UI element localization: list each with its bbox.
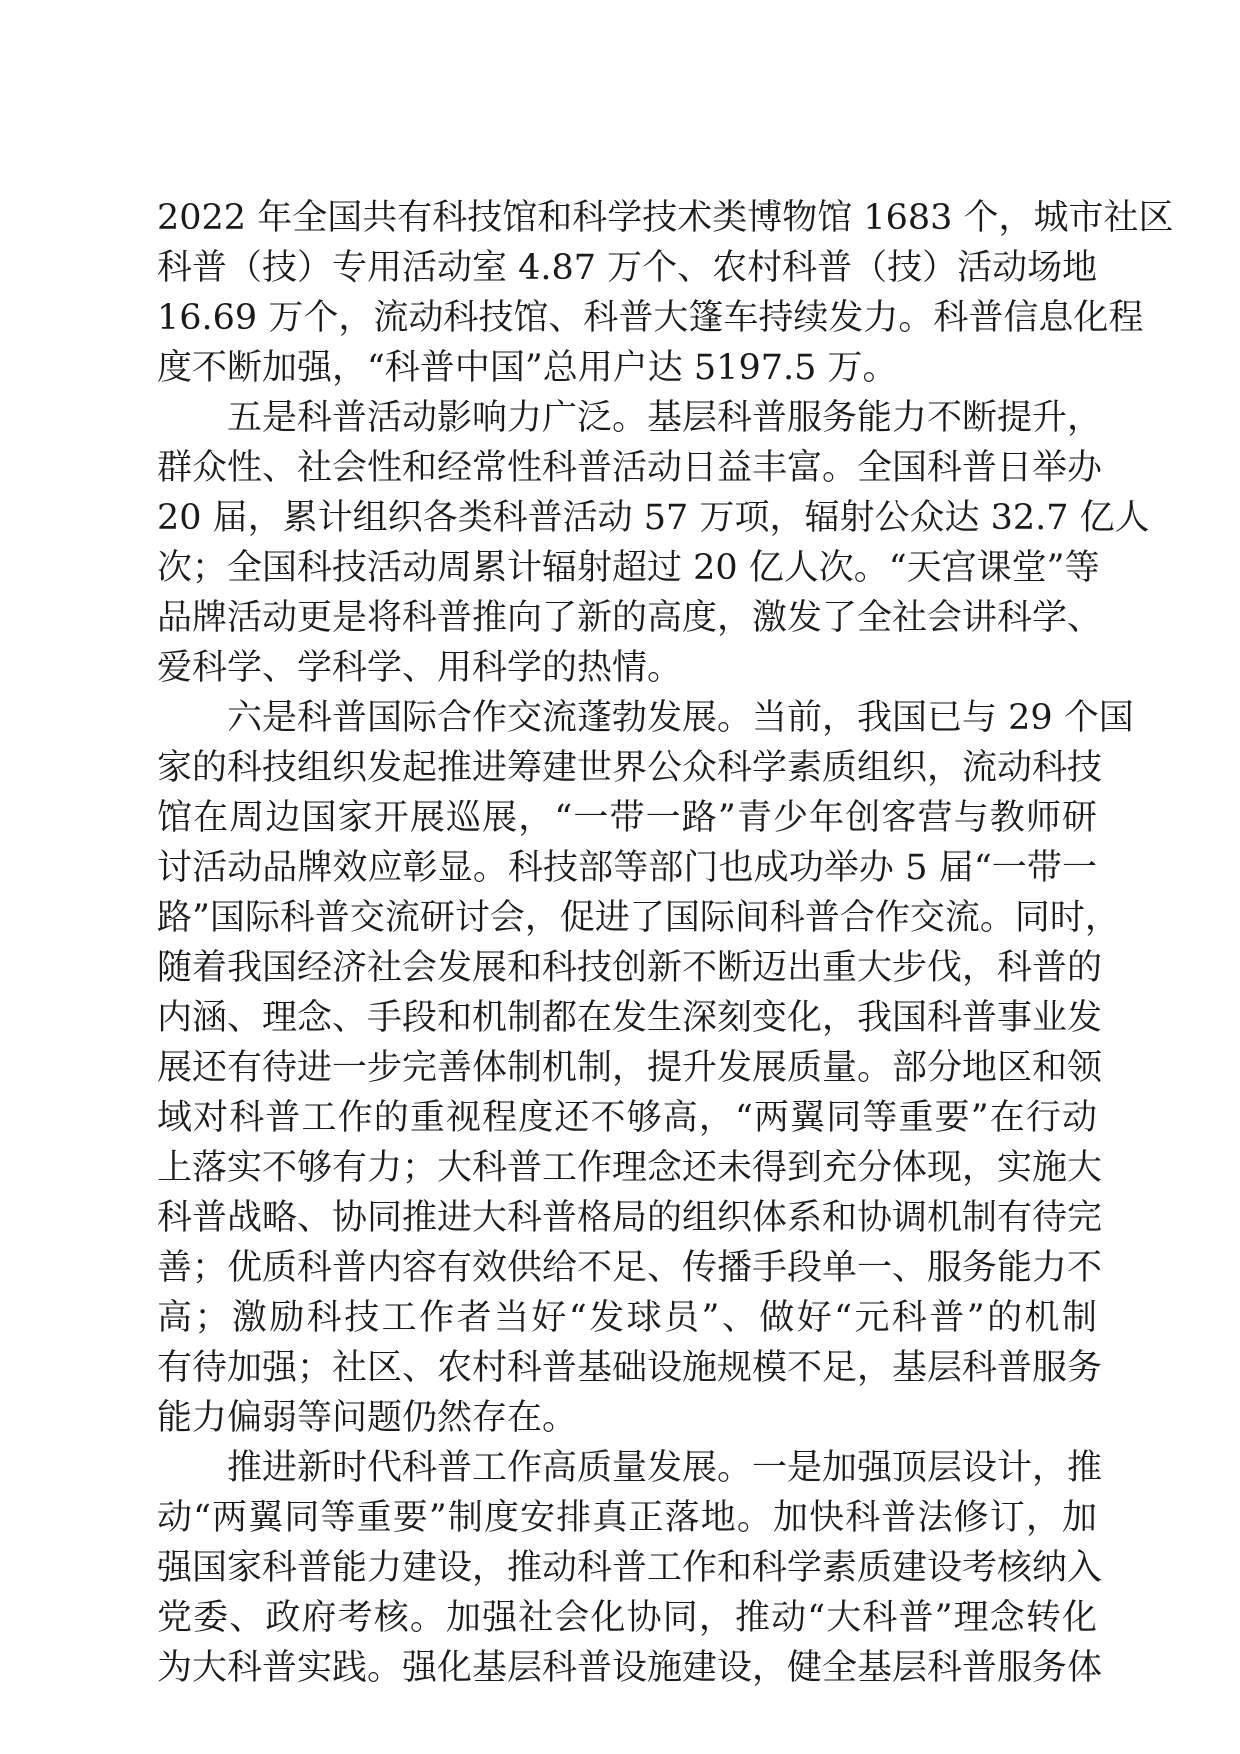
paragraph [157, 393, 1150, 693]
text-line: 家的科技组织发起推进筹建世界公众科学素质组织，流动科技 [157, 748, 1103, 788]
text-line: 推进新时代科普工作高质量发展。一是加强顶层设计，推 [227, 1448, 1103, 1488]
text-line: 2022 年全国共有科技馆和科学技术类博物馆 1683 个，城市社区 [157, 198, 1174, 238]
text-line: 次；全国科技活动周累计辐射超过 20 亿人次。“天宫课堂”等 [157, 548, 1100, 588]
text-line: 党委、政府考核。加强社会化协同，推动“大科普”理念转化 [157, 1598, 1097, 1638]
text-line: 讨活动品牌效应彰显。科技部等部门也成功举办 5 届“一带一 [157, 848, 1097, 888]
text-line: 五是科普活动影响力广泛。基层科普服务能力不断提升， [227, 398, 1103, 438]
text-line: 六是科普国际合作交流蓬勃发展。当前，我国已与 29 个国 [227, 698, 1134, 738]
text-line: 有待加强；社区、农村科普基础设施规模不足，基层科普服务 [157, 1348, 1103, 1388]
text-line: 路”国际科普交流研讨会，促进了国际间科普合作交流。同时， [157, 898, 1120, 938]
document-body [157, 193, 1174, 1693]
text-line: 群众性、社会性和经常性科普活动日益丰富。全国科普日举办 [157, 448, 1103, 488]
paragraph [157, 193, 1174, 393]
text-line: 随着我国经济社会发展和科技创新不断迈出重大步伐，科普的 [157, 948, 1103, 988]
text-line: 上落实不够有力；大科普工作理念还未得到充分体现，实施大 [157, 1148, 1103, 1188]
paragraph [157, 693, 1134, 1443]
text-line: 16.69 万个，流动科技馆、科普大篷车持续发力。科普信息化程 [157, 298, 1144, 338]
text-line: 展还有待进一步完善体制机制，提升发展质量。部分地区和领 [157, 1048, 1103, 1088]
text-line: 动“两翼同等重要”制度安排真正落地。加快科普法修订，加 [157, 1498, 1097, 1538]
text-line: 内涵、理念、手段和机制都在发生深刻变化，我国科普事业发 [157, 998, 1103, 1038]
paragraph [157, 1443, 1103, 1693]
text-line: 能力偏弱等问题仍然存在。 [157, 1398, 578, 1438]
text-line: 20 届，累计组织各类科普活动 57 万项，辐射公众达 32.7 亿人 [157, 498, 1150, 538]
text-line: 强国家科普能力建设，推动科普工作和科学素质建设考核纳入 [157, 1548, 1103, 1588]
text-line: 域对科普工作的重视程度还不够高，“两翼同等重要”在行动 [157, 1098, 1097, 1138]
text-line: 善；优质科普内容有效供给不足、传播手段单一、服务能力不 [157, 1248, 1103, 1288]
text-line: 品牌活动更是将科普推向了新的高度，激发了全社会讲科学、 [157, 598, 1103, 638]
text-line: 为大科普实践。强化基层科普设施建设，健全基层科普服务体 [157, 1648, 1103, 1688]
text-line: 高；激励科技工作者当好“发球员”、做好“元科普”的机制 [157, 1298, 1097, 1338]
text-line: 科普（技）专用活动室 4.87 万个、农村科普（技）活动场地 [157, 248, 1098, 288]
text-line: 科普战略、协同推进大科普格局的组织体系和协调机制有待完 [157, 1198, 1103, 1238]
text-line: 度不断加强，“科普中国”总用户达 5197.5 万。 [157, 348, 898, 388]
text-line: 爱科学、学科学、用科学的热情。 [157, 648, 683, 688]
text-line: 馆在周边国家开展巡展，“一带一路”青少年创客营与教师研 [157, 798, 1097, 838]
